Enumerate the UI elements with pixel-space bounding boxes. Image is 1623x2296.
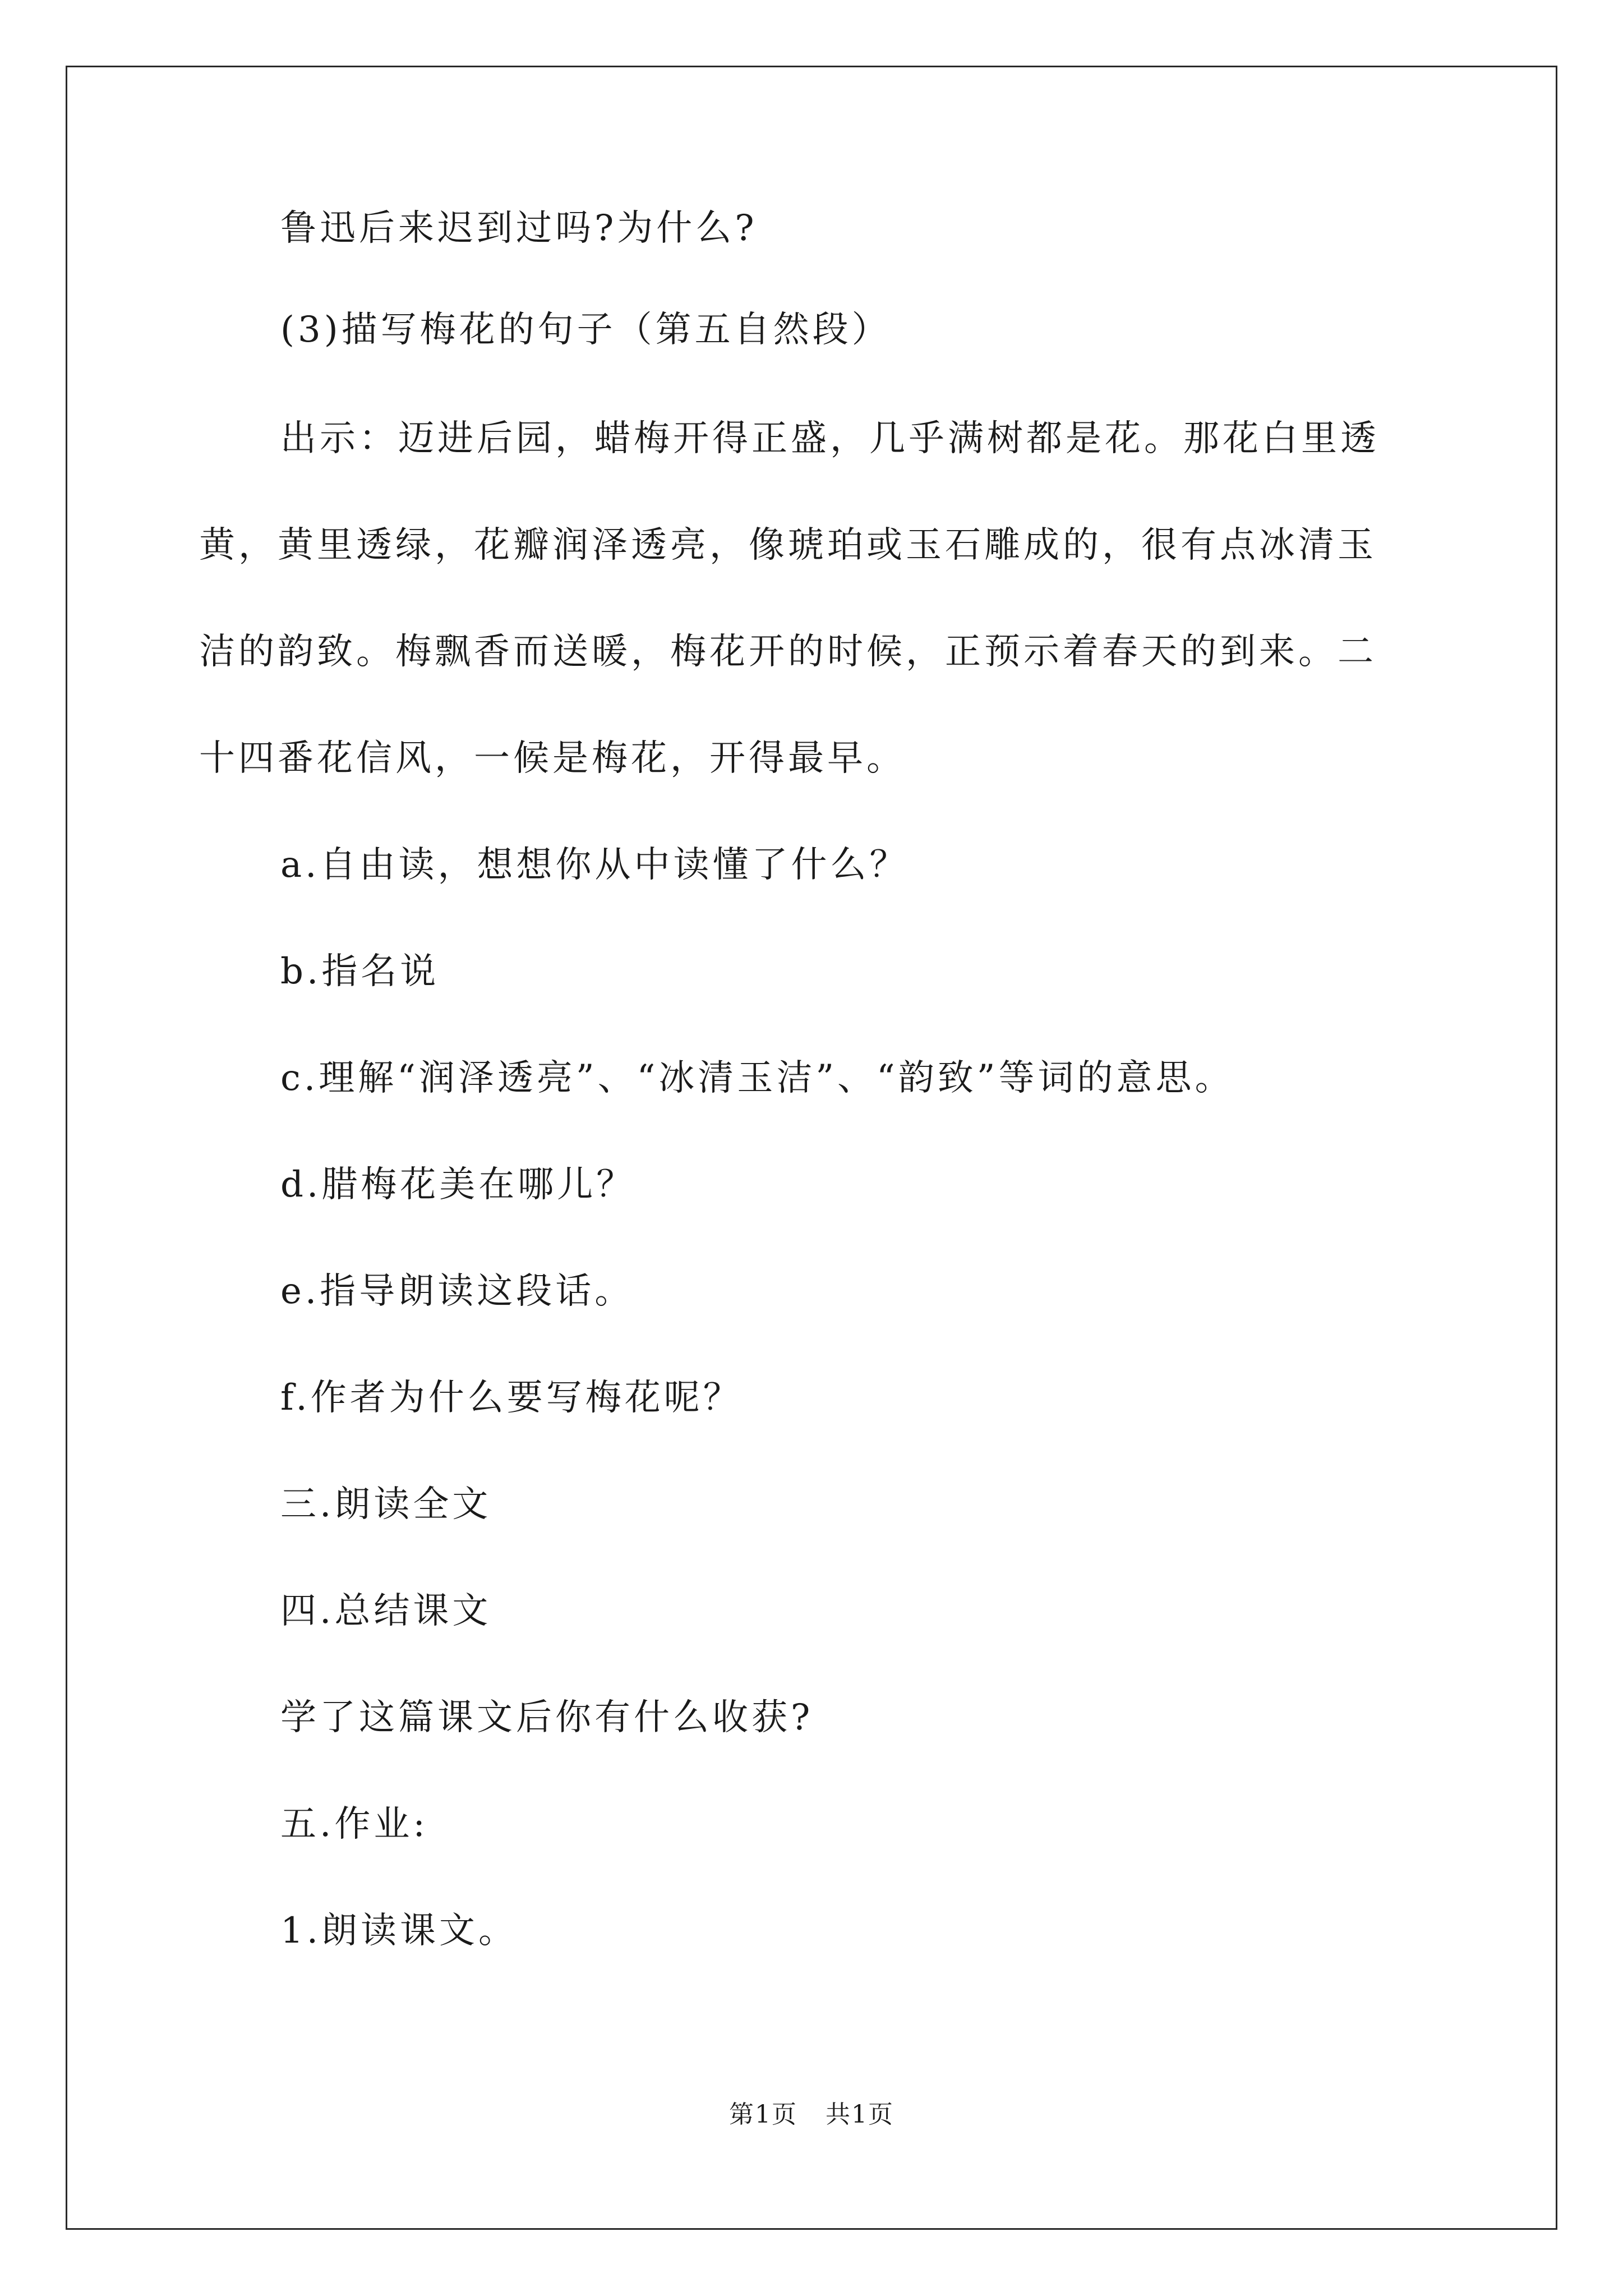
list-item: b.指名说 — [280, 951, 440, 992]
page-number: 第1页 — [729, 2100, 797, 2129]
text-line: (3)描写梅花的句子（第五自然段） — [280, 309, 891, 351]
list-item: f.作者为什么要写梅花呢？ — [280, 1377, 743, 1419]
text-line: 鲁迅后来迟到过吗?为什么? — [280, 208, 758, 249]
list-item: 1.朗读课文。 — [280, 1910, 518, 1952]
paragraph-line: 出示：迈进后园，蜡梅开得正盛，几乎满树都是花。那花白里透 — [280, 418, 1380, 459]
paragraph-line: 洁的韵致。梅飘香而送暖，梅花开的时候，正预示着春天的到来。二 — [199, 631, 1377, 673]
list-item: c.理解“润泽透亮”、“冰清玉洁”、“韵致”等词的意思。 — [280, 1057, 1234, 1099]
list-item: d.腊梅花美在哪儿？ — [280, 1164, 636, 1205]
page-total: 共1页 — [826, 2100, 894, 2129]
section-heading: 三.朗读全文 — [280, 1484, 492, 1525]
list-item: a.自由读，想想你从中读懂了什么？ — [280, 844, 909, 886]
section-heading: 四.总结课文 — [280, 1590, 492, 1632]
page-footer — [0, 2098, 1623, 2132]
paragraph-line: 十四番花信风，一候是梅花，开得最早。 — [199, 738, 906, 779]
text-line: 学了这篇课文后你有什么收获? — [280, 1697, 814, 1738]
section-heading: 五.作业: — [280, 1803, 428, 1845]
list-item: e.指导朗读这段话。 — [280, 1271, 634, 1312]
paragraph-line: 黄，黄里透绿，花瓣润泽透亮，像琥珀或玉石雕成的，很有点冰清玉 — [199, 524, 1377, 566]
